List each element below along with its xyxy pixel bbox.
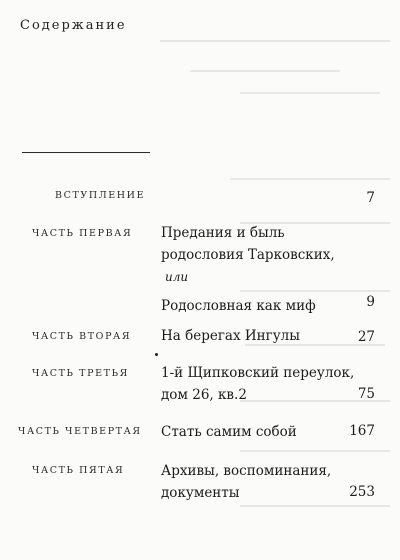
toc-entry-page: 9: [366, 294, 375, 310]
toc-entry-page: 27: [357, 329, 375, 345]
toc-entry-page: 253: [349, 484, 375, 500]
bleed-through-mark: [240, 92, 380, 94]
toc-entry-title-line: Родословная как миф: [161, 298, 316, 314]
toc-entry-title-line: Стать самим собой: [161, 424, 297, 440]
toc-entry-title: [161, 421, 297, 443]
toc-entry-title-line: документы: [161, 485, 240, 501]
toc-entry-title-line: 1-й Щипковский переулок,: [161, 365, 355, 381]
bleed-through-mark: [240, 450, 390, 452]
toc-entry-title: [161, 460, 331, 504]
toc-entry-title-line: Архивы, воспоминания,: [161, 463, 332, 479]
bleed-through-mark: [190, 70, 340, 72]
toc-entry-label: ЧАСТЬ ВТОРАЯ: [32, 331, 132, 342]
toc-entry-title-line: дом 26, кв.2: [161, 387, 247, 403]
bleed-through-mark: [160, 40, 390, 42]
toc-entry-page: 7: [366, 190, 375, 206]
toc-entry-label: ЧАСТЬ ПЕРВАЯ: [32, 228, 133, 239]
toc-entry-title-line: Предания и быль: [161, 225, 285, 241]
divider-rule: [22, 152, 150, 153]
toc-entry-label: ВСТУПЛЕНИЕ: [55, 190, 146, 201]
toc-entry-title: [161, 325, 300, 347]
toc-entry-page: 75: [357, 386, 375, 402]
toc-entry-label: ЧАСТЬ ЧЕТВЕРТАЯ: [18, 426, 142, 437]
toc-entry-title-conjunction: или: [165, 270, 189, 284]
toc-entry-title: [161, 222, 335, 317]
bleed-through-mark: [240, 505, 390, 507]
toc-entry-label: ЧАСТЬ ТРЕТЬЯ: [32, 368, 129, 379]
ink-dot: [155, 353, 158, 356]
toc-entry-title-line: родословия Тарковских,: [161, 247, 335, 263]
toc-entry-page: 167: [349, 423, 375, 439]
page-title: Содержание: [20, 18, 127, 33]
bleed-through-mark: [230, 178, 390, 180]
toc-entry-title-line: На берегах Ингулы: [161, 328, 300, 344]
toc-entry-title: [161, 362, 354, 406]
toc-entry-label: ЧАСТЬ ПЯТАЯ: [32, 465, 125, 476]
